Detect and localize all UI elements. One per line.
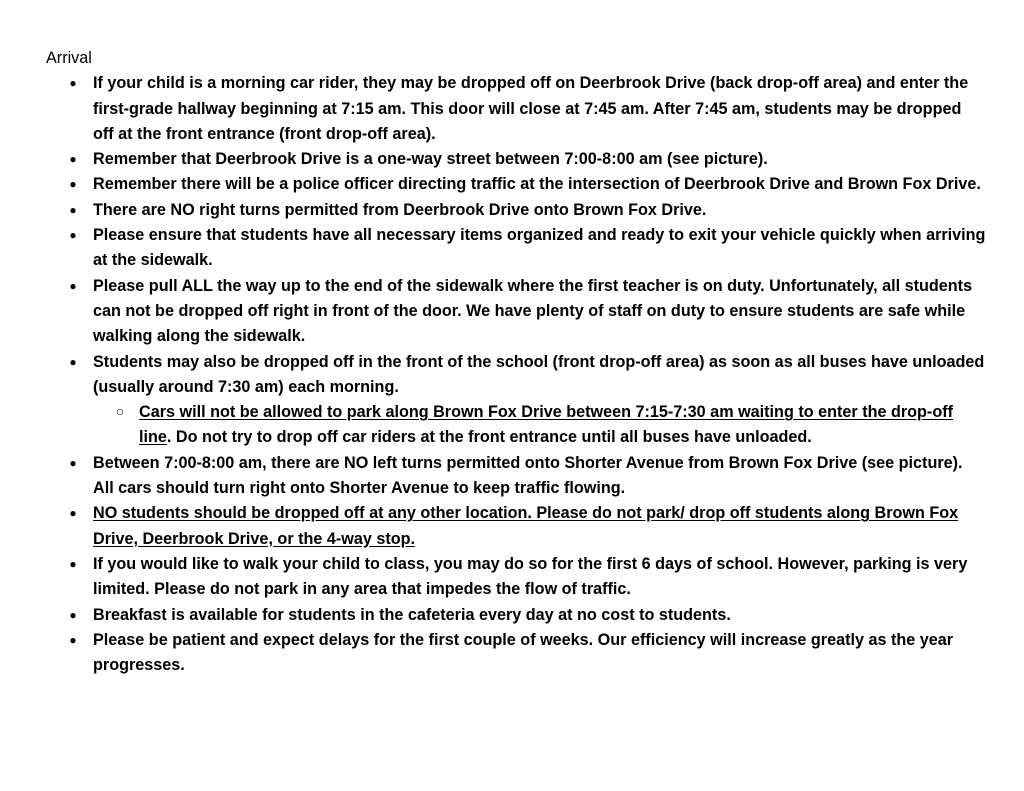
list-item [69,552,986,603]
item-text: Remember there will be a police officer directing traffic at the intersection of Deerbrook Drive and Brown Fox Drive. [93,175,981,194]
list-item [69,274,986,350]
list-item [69,628,986,679]
document-body [46,46,986,678]
list-item [69,71,986,147]
bullet-hollow: ○ [115,403,125,420]
item-text: Please be patient and expect delays for the first couple of weeks. Our efficiency will increase greatly as the year progresses. [93,630,954,675]
section-heading: Arrival [46,49,92,67]
sub-list-item [115,400,986,451]
list-item [69,451,986,502]
bullet: ● [69,354,77,369]
item-text: If you would like to walk your child to class, you may do so for the first 6 days of school. However, parking is very limited. Please do not park in any area that impedes the flow of traffic. [93,554,968,599]
list-item [69,603,986,628]
bullet: ● [69,152,77,167]
item-text: Breakfast is available for students in the cafeteria every day at no cost to students. [93,605,731,624]
sub-list [93,400,986,451]
bullet: ● [69,228,77,243]
list-item [69,223,986,274]
bullet: ● [69,202,77,217]
list-item [69,501,986,552]
item-text: Students may also be dropped off in the front of the school (front drop-off area) as soon as all buses have unloaded (usually around 7:30 am) each morning. [93,352,985,396]
item-text: . Do not try to drop off car riders at the front entrance until all buses have unloaded. [166,428,812,447]
list-item [69,147,986,172]
item-text: There are NO right turns permitted from Deerbrook Drive onto Brown Fox Drive. [93,200,707,219]
underlined-text: NO students should be dropped off at any other location. Please do not park/ drop off students along Brown Fox Drive, Deerbrook Drive, or the 4-way stop. [93,504,959,548]
item-text: Remember that Deerbrook Drive is a one-way street between 7:00-8:00 am (see picture). [93,150,768,169]
item-text: Between 7:00-8:00 am, there are NO left turns permitted onto Shorter Avenue from Brown Fox Drive (see picture). All cars should turn right onto Shorter Avenue to keep traffic flowing. [93,453,963,498]
bullet: ● [69,278,77,293]
bullet: ● [69,607,77,622]
list-item [69,350,986,451]
item-text: If your child is a morning car rider, they may be dropped off on Deerbrook Drive (back drop-off area) and enter the first-grade hallway beginning at 7:15 am. This door will close at 7:45 am. After 7:45 am, students may be dropped off at the front entrance (front drop-off area). [93,74,969,143]
item-text: Please ensure that students have all necessary items organized and ready to exit your vehicle quickly when arriving at the sidewalk. [93,226,986,270]
arrival-list [46,71,986,678]
bullet: ● [69,632,77,647]
list-item [69,172,986,197]
underlined-text: Cars will not be allowed to park along Brown Fox Drive between 7:15-7:30 am waiting to enter the drop-off line [139,403,953,447]
bullet: ● [69,506,77,521]
list-item [69,198,986,223]
bullet: ● [69,455,77,470]
bullet: ● [69,177,77,192]
bullet: ● [69,76,77,91]
bullet: ● [69,556,77,571]
item-text: Please pull ALL the way up to the end of the sidewalk where the first teacher is on duty. Unfortunately, all students can not be dropped off right in front of the door. We have plenty of staff on duty to ensure students are safe while walking along the sidewalk. [93,276,973,346]
